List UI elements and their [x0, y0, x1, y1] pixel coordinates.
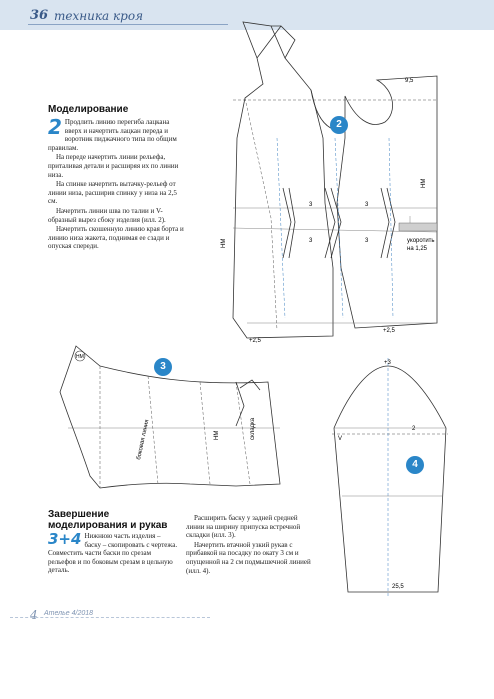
- figure-4-badge: 4: [406, 456, 424, 474]
- extension-label: +2,5: [249, 338, 261, 344]
- extension-label: +2,5: [383, 328, 395, 334]
- shorten-amount-label: на 1,25: [407, 246, 427, 252]
- fig3-nm-label-2: НМ: [214, 430, 220, 440]
- fig3-nm-label: НМ: [76, 354, 84, 360]
- modeling-heading: Моделирование: [48, 104, 129, 115]
- dart: [283, 188, 295, 258]
- footer-rule: [10, 617, 210, 619]
- modeling-paragraph: Начертить линии шва по талии и V-образный вырез сбоку изделия (илл. 2).: [48, 206, 166, 224]
- svg-text:3: 3: [365, 238, 369, 244]
- modeling-text: [48, 104, 184, 252]
- fig4-width-label: 25,5: [392, 584, 404, 590]
- nm-label: НМ: [421, 178, 427, 188]
- finishing-heading: Завершение моделирования и рукав: [48, 509, 168, 531]
- footer-magazine: Ателье 4/2018: [44, 610, 94, 617]
- nm-label: НМ: [221, 238, 227, 248]
- step-number: 3+4: [48, 530, 82, 548]
- side-line-label: боковая линия: [136, 419, 151, 461]
- figure-3-badge: 3: [154, 358, 172, 376]
- modeling-paragraph: Начертить скошенную линию края борта и линию низа жакета, поднимая ее сзади и опуская спереди.: [48, 225, 184, 251]
- footer-page-number: 4: [30, 608, 38, 622]
- pleat-label: складка: [250, 417, 256, 440]
- figure-4-sleeve: [322, 356, 462, 606]
- step-number: 2: [48, 115, 62, 139]
- shorten-label: укоротить: [407, 238, 435, 244]
- finishing-text-right: Расширить баску у задней средней линии на ширину припуска встречной складки (илл. 3). Начертить втачной узкий рукав с прибавкой на посадку по окату 3 см и опущенной на 2 см подмышечной линией (илл. 4).: [186, 514, 311, 575]
- modeling-paragraph: На спинке начертить вытачку-рельеф от линии низа, расширив спинку у низа на 2,5 см.: [48, 180, 177, 206]
- lapel: [257, 26, 295, 58]
- figure-2-badge: 2: [330, 116, 348, 134]
- page-number: 36: [30, 8, 49, 23]
- modeling-paragraph: На переде начертить линии рельефа, приталивая детали и расширяя их по линии низа.: [48, 153, 179, 179]
- finishing-text-left: 3+4 Нижнюю часть изделия – баску – скопировать с чертежа. Совместить части баски по срезам рельефов и по боковым срезам в цельную деталь.: [48, 530, 178, 575]
- fig4-v-label: V: [338, 436, 343, 442]
- front-outline: [233, 22, 333, 338]
- fig4-2-label: 2: [412, 426, 416, 432]
- sleeve-outline: [334, 366, 446, 592]
- svg-text:3: 3: [365, 202, 369, 208]
- svg-text:3: 3: [309, 238, 313, 244]
- fig4-plus3-label: +3: [384, 360, 391, 366]
- back-outline: [337, 76, 437, 328]
- dimension-label: 9,5: [405, 78, 414, 84]
- figure-2-pattern: [185, 18, 455, 348]
- svg-text:3: 3: [309, 202, 313, 208]
- section-title: техника кроя: [54, 9, 144, 23]
- dart: [381, 188, 395, 258]
- modeling-paragraph: 2 Продлить линию перегиба лацкана вверх и начертить лацкан переда и воротник пиджачного типа по общим правилам.: [48, 115, 177, 152]
